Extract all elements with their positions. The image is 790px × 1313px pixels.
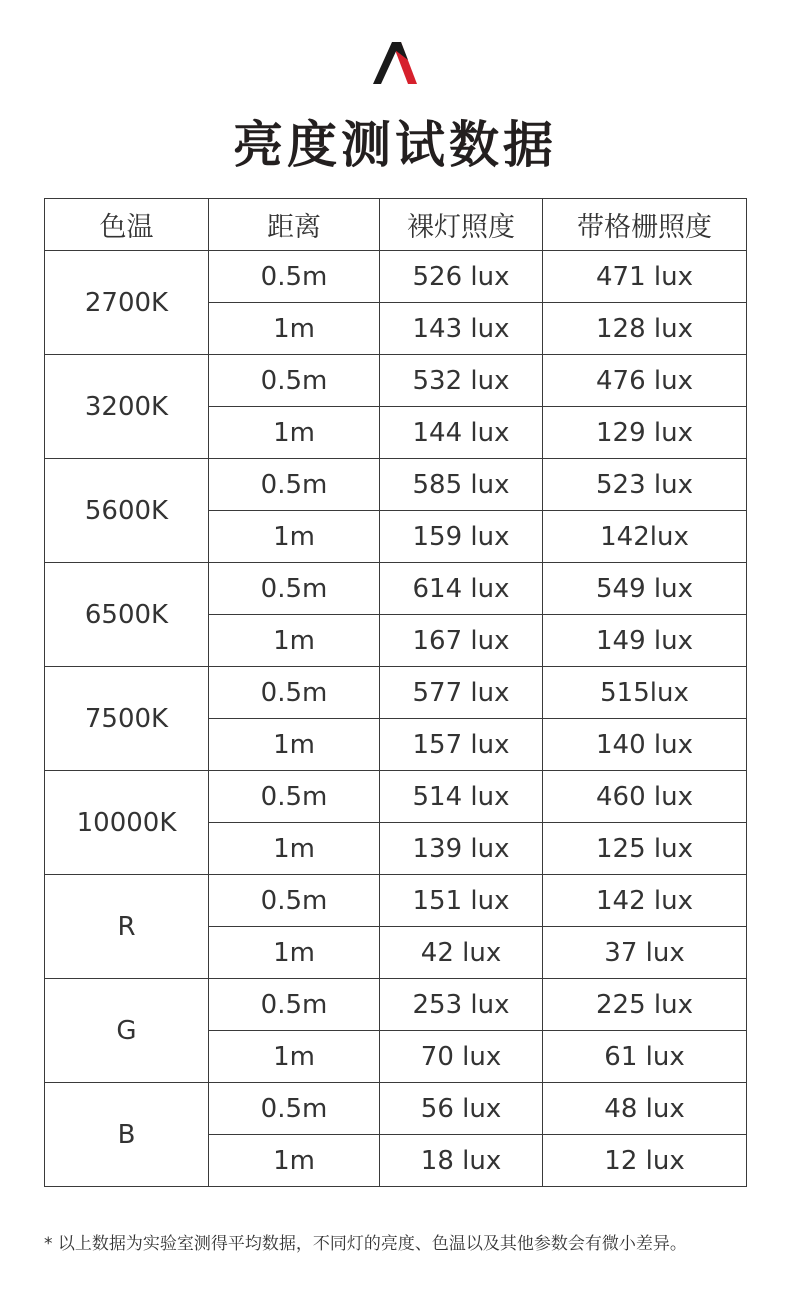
distance-cell: 1m: [209, 511, 380, 563]
grid-cell: 61 lux: [543, 1031, 747, 1083]
grid-cell: 471 lux: [543, 251, 747, 303]
table-header-row: [45, 199, 747, 251]
header-color-temp: 色温: [45, 199, 209, 251]
bare-cell: 70 lux: [380, 1031, 543, 1083]
table-row: [45, 875, 747, 927]
brightness-table: [44, 198, 747, 1187]
footnote: * 以上数据为实验室测得平均数据，不同灯的亮度、色温以及其他参数会有微小差异。: [44, 1234, 687, 1254]
color-temp-cell: B: [45, 1083, 209, 1187]
grid-cell: 225 lux: [543, 979, 747, 1031]
grid-cell: 128 lux: [543, 303, 747, 355]
bare-cell: 144 lux: [380, 407, 543, 459]
grid-cell: 515lux: [543, 667, 747, 719]
grid-cell: 37 lux: [543, 927, 747, 979]
distance-cell: 1m: [209, 1031, 380, 1083]
distance-cell: 1m: [209, 303, 380, 355]
header-bare-illuminance: 裸灯照度: [380, 199, 543, 251]
table-row: [45, 667, 747, 719]
distance-cell: 1m: [209, 407, 380, 459]
grid-cell: 142 lux: [543, 875, 747, 927]
color-temp-cell: 5600K: [45, 459, 209, 563]
bare-cell: 151 lux: [380, 875, 543, 927]
distance-cell: 1m: [209, 615, 380, 667]
grid-cell: 125 lux: [543, 823, 747, 875]
color-temp-cell: 2700K: [45, 251, 209, 355]
grid-cell: 460 lux: [543, 771, 747, 823]
grid-cell: 523 lux: [543, 459, 747, 511]
color-temp-cell: 6500K: [45, 563, 209, 667]
bare-cell: 514 lux: [380, 771, 543, 823]
bare-cell: 585 lux: [380, 459, 543, 511]
bare-cell: 532 lux: [380, 355, 543, 407]
table-row: [45, 251, 747, 303]
distance-cell: 0.5m: [209, 459, 380, 511]
bare-cell: 42 lux: [380, 927, 543, 979]
distance-cell: 0.5m: [209, 979, 380, 1031]
table-row: [45, 771, 747, 823]
distance-cell: 0.5m: [209, 355, 380, 407]
bare-cell: 253 lux: [380, 979, 543, 1031]
bare-cell: 159 lux: [380, 511, 543, 563]
color-temp-cell: 3200K: [45, 355, 209, 459]
bare-cell: 18 lux: [380, 1135, 543, 1187]
header-distance: 距离: [209, 199, 380, 251]
grid-cell: 149 lux: [543, 615, 747, 667]
table-row: [45, 563, 747, 615]
grid-cell: 129 lux: [543, 407, 747, 459]
distance-cell: 0.5m: [209, 875, 380, 927]
grid-cell: 12 lux: [543, 1135, 747, 1187]
distance-cell: 0.5m: [209, 1083, 380, 1135]
distance-cell: 0.5m: [209, 563, 380, 615]
distance-cell: 1m: [209, 927, 380, 979]
table-row: [45, 979, 747, 1031]
bare-cell: 139 lux: [380, 823, 543, 875]
bare-cell: 526 lux: [380, 251, 543, 303]
grid-cell: 142lux: [543, 511, 747, 563]
distance-cell: 1m: [209, 719, 380, 771]
a-logo-icon: [371, 40, 419, 86]
grid-cell: 48 lux: [543, 1083, 747, 1135]
bare-cell: 143 lux: [380, 303, 543, 355]
table-row: [45, 459, 747, 511]
bare-cell: 614 lux: [380, 563, 543, 615]
page-title: 亮度测试数据: [233, 116, 557, 174]
color-temp-cell: 7500K: [45, 667, 209, 771]
table-row: [45, 355, 747, 407]
distance-cell: 0.5m: [209, 667, 380, 719]
table-row: [45, 1083, 747, 1135]
color-temp-cell: G: [45, 979, 209, 1083]
bare-cell: 56 lux: [380, 1083, 543, 1135]
distance-cell: 0.5m: [209, 771, 380, 823]
bare-cell: 157 lux: [380, 719, 543, 771]
distance-cell: 0.5m: [209, 251, 380, 303]
grid-cell: 476 lux: [543, 355, 747, 407]
grid-cell: 549 lux: [543, 563, 747, 615]
distance-cell: 1m: [209, 823, 380, 875]
color-temp-cell: 10000K: [45, 771, 209, 875]
bare-cell: 577 lux: [380, 667, 543, 719]
bare-cell: 167 lux: [380, 615, 543, 667]
grid-cell: 140 lux: [543, 719, 747, 771]
color-temp-cell: R: [45, 875, 209, 979]
header-grid-illuminance: 带格栅照度: [543, 199, 747, 251]
distance-cell: 1m: [209, 1135, 380, 1187]
